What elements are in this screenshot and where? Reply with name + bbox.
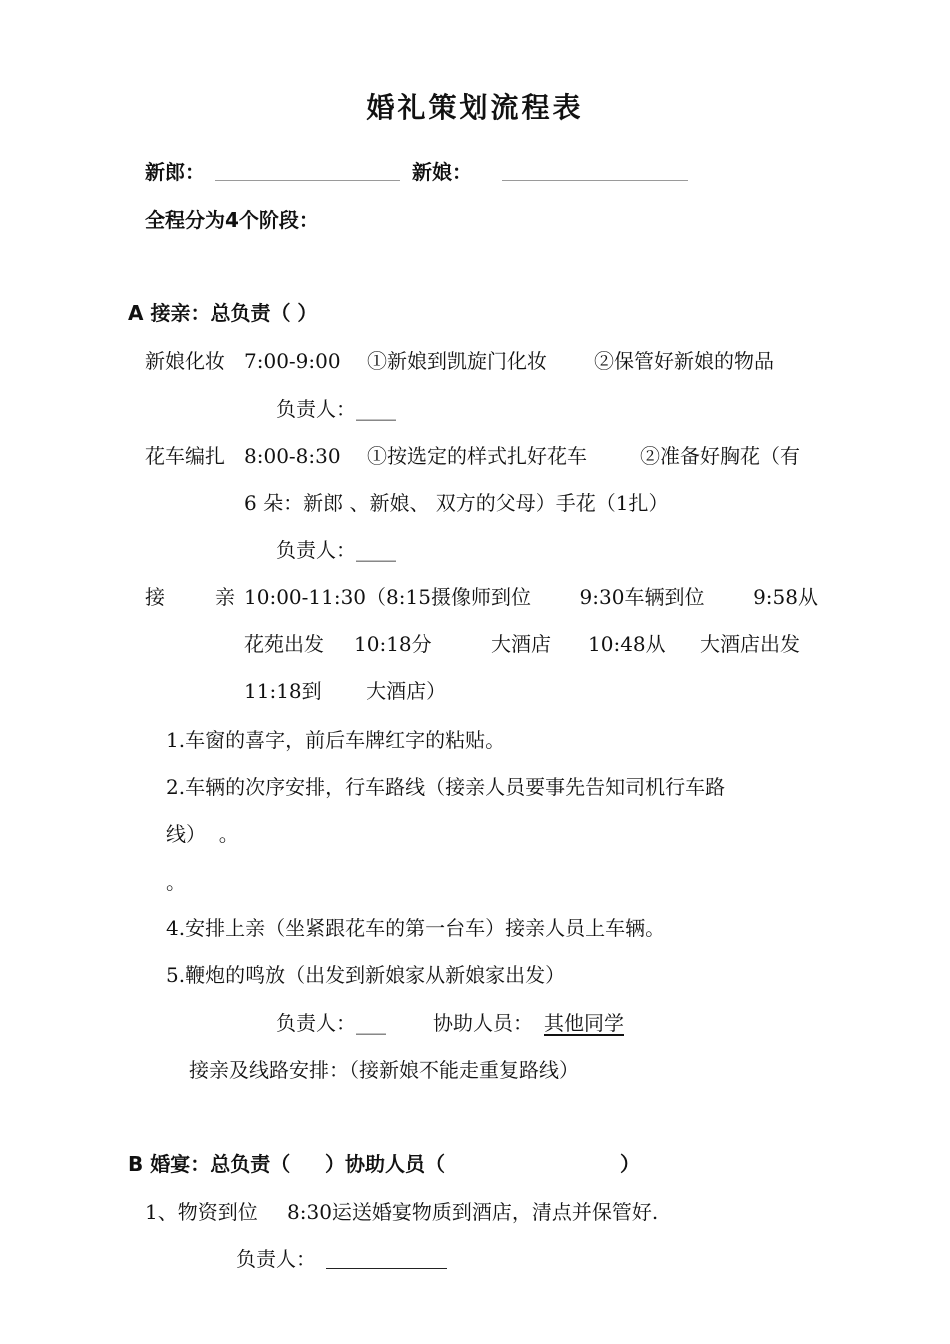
pickup-line-1-part: 9:30车辆到位	[579, 585, 705, 609]
pickup-line-2-c: 大酒店	[491, 632, 551, 656]
b-owner-blank	[326, 1268, 447, 1269]
list-item-4: 4.安排上亲（坐紧跟花车的第一台车）接亲人员上车辆。	[166, 916, 666, 940]
pickup-line-1-part: 10:00-11:30（8:15摄像师到位	[244, 585, 531, 609]
assist-value: 其他同学	[544, 1011, 624, 1035]
list-item-5: 5.鞭炮的鸣放（出发到新娘家从新娘家出发）	[166, 963, 566, 987]
car-label: 花车编扎	[145, 444, 225, 468]
groom-blank	[215, 180, 400, 181]
list-item-2: 2.车辆的次序安排，行车路线（接亲人员要事先告知司机行车路	[166, 775, 726, 799]
makeup-item-1: ①新娘到凯旋门化妆	[367, 349, 547, 373]
makeup-time: 7:00-9:00	[244, 349, 341, 373]
car-time: 8:00-8:30	[244, 444, 341, 468]
b-item-1-label: 1、物资到位	[145, 1200, 258, 1224]
b-owner-label: 负责人：	[236, 1247, 316, 1271]
assist-label: 协助人员：	[433, 1011, 533, 1035]
route-note: 接亲及线路安排：（接新娘不能走重复路线）	[189, 1058, 579, 1082]
pickup-line-3: 11:18到 大酒店）	[244, 679, 447, 703]
groom-label: 新郎：	[145, 160, 205, 184]
pickup-line-1-part: 9:58从	[753, 585, 818, 609]
pickup-label-a: 接	[145, 585, 165, 609]
makeup-item-2: ②保管好新娘的物品	[594, 349, 774, 373]
list-item-2-cont: 线） 。	[166, 822, 239, 846]
car-owner: 负责人：____	[276, 538, 396, 562]
car-item-1: ①按选定的样式扎好花车	[367, 444, 587, 468]
bride-label: 新娘：	[412, 160, 472, 184]
list-item-3: 。	[166, 870, 186, 894]
bride-blank	[502, 180, 688, 181]
pickup-line-2-e: 大酒店出发	[700, 632, 800, 656]
section-b-heading: B 婚宴：总负责（ ）协助人员（	[128, 1152, 446, 1176]
b-item-1-text: 8:30运送婚宴物质到酒店，清点并保管好.	[287, 1200, 659, 1224]
car-line-2: 6 朵：新郎 、新娘、 双方的父母）手花（1扎）	[244, 491, 669, 515]
stages-note: 全程分为4个阶段：	[145, 208, 319, 232]
section-a-owner: 负责人：___	[276, 1011, 386, 1035]
makeup-label: 新娘化妆	[145, 349, 225, 373]
list-item-1: 1.车窗的喜字，前后车牌红字的粘贴。	[166, 728, 506, 752]
pickup-line-2-a: 花苑出发	[244, 632, 324, 656]
car-item-2: ②准备好胸花（有	[640, 444, 800, 468]
pickup-line-2-d: 10:48从	[588, 632, 666, 656]
section-a-heading: A 接亲：总负责（ ）	[128, 301, 318, 325]
pickup-label-b: 亲	[215, 585, 235, 609]
section-b-heading-close: ）	[620, 1152, 640, 1176]
pickup-line-2-b: 10:18分	[354, 632, 432, 656]
makeup-owner: 负责人：____	[276, 397, 396, 421]
document-title: 婚礼策划流程表	[366, 91, 584, 124]
pickup-line-1	[244, 583, 818, 611]
